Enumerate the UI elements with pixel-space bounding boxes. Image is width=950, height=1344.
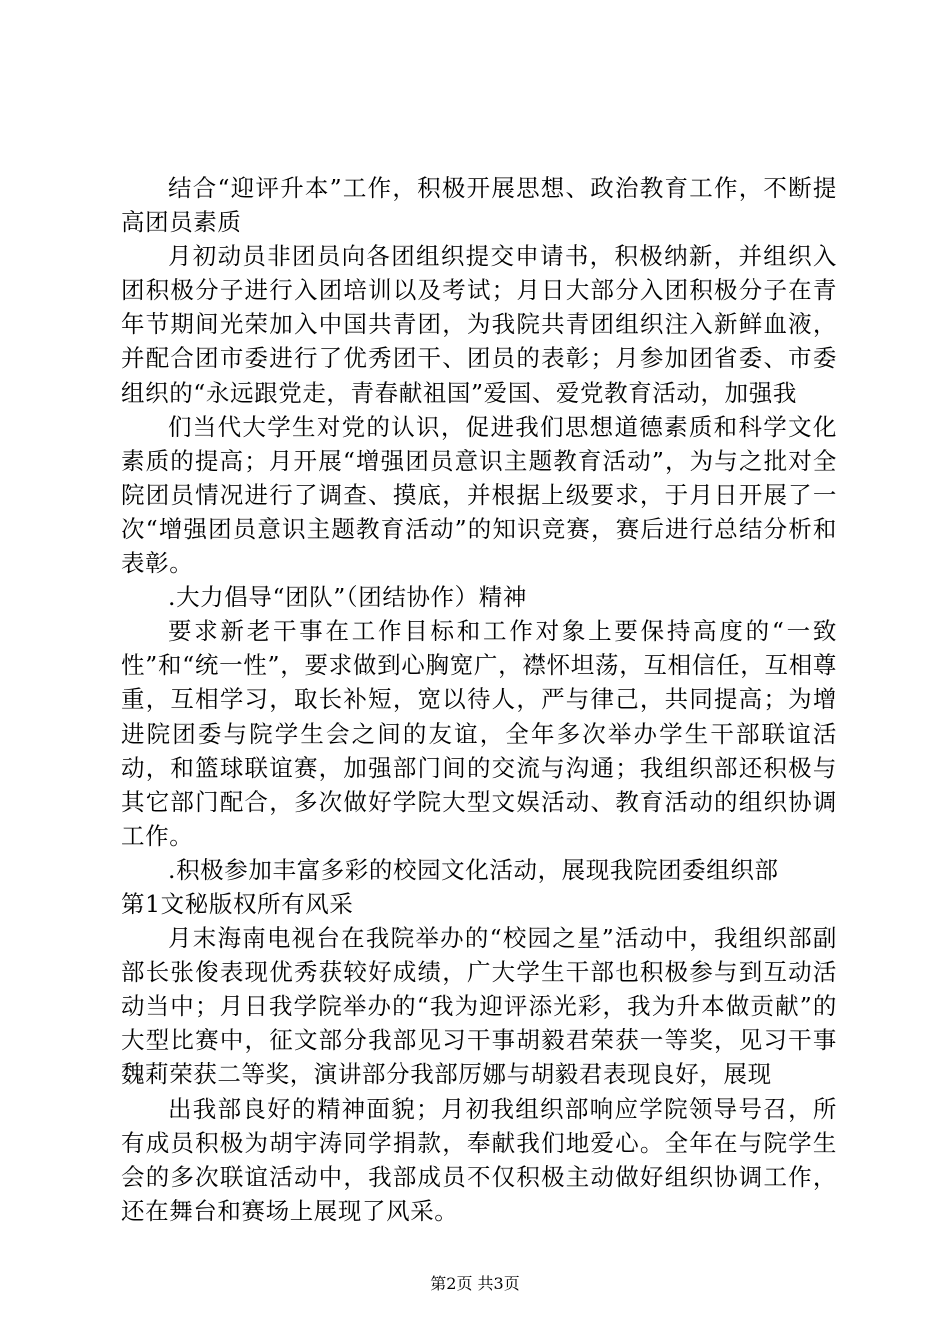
paragraph-8: 月末海南电视台在我院举办的“校园之星”活动中，我组织部副部长张俊表现优秀获较好成绩，广大学生干部也积极参与到互动活动当中；月日我学院举办的“我为迎评添光彩，我为升本做贡献”的大型比赛中，征文部分我部见习干事胡毅君荣获一等奖，见习干事魏莉荣获二等奖，演讲部分我部厉娜与胡毅君表现良好，展现 [121,924,837,1089]
paragraph-3: 们当代大学生对党的认识，促进我们思想道德素质和科学文化素质的提高；月开展“增强团员意识主题教育活动”，为与之批对全院团员情况进行了调查、摸底，并根据上级要求，于月日开展了一次“增强团员意识主题教育活动”的知识竞赛，赛后进行总结分析和表彰。 [121,412,837,578]
page-footer: 第2页 共3页 [430,1274,520,1293]
section-heading-campus-culture: .积极参加丰富多彩的校园文化活动，展现我院团委组织部 [168,855,779,884]
section-heading-team-spirit: .大力倡导“团队”（团结协作）精神 [168,583,527,612]
paragraph-1: 结合“迎评升本”工作，积极开展思想、政治教育工作，不断提高团员素质 [121,174,837,237]
paragraph-9: 出我部良好的精神面貌；月初我组织部响应学院领导号召，所有成员积极为胡宇涛同学捐款，奉献我们地爱心。全年在与院学生会的多次联谊活动中，我部成员不仅积极主动做好组织协调工作，还在舞台和赛场上展现了风采。 [121,1094,837,1225]
paragraph-7: 第1文秘版权所有风采 [121,889,354,918]
paragraph-5: 要求新老干事在工作目标和工作对象上要保持高度的“一致性”和“统一性”，要求做到心胸宽广，襟怀坦荡，互相信任，互相尊重，互相学习，取长补短，宽以待人，严与律己，共同提高；为增进院团委与院学生会之间的友谊，全年多次举办学生干部联谊活动，和篮球联谊赛，加强部门间的交流与沟通；我组织部还积极与其它部门配合，多次做好学院大型文娱活动、教育活动的组织协调工作。 [121,617,837,850]
document-body [121,171,837,1228]
paragraph-2: 月初动员非团员向各团组织提交申请书，积极纳新，并组织入团积极分子进行入团培训以及考试；月日大部分入团积极分子在青年节期间光荣加入中国共青团，为我院共青团组织注入新鲜血液，并配合团市委进行了优秀团干、团员的表彰；月参加团省委、市委组织的“永远跟党走，青春献祖国”爱国、爱党教育活动，加强我 [121,242,837,407]
